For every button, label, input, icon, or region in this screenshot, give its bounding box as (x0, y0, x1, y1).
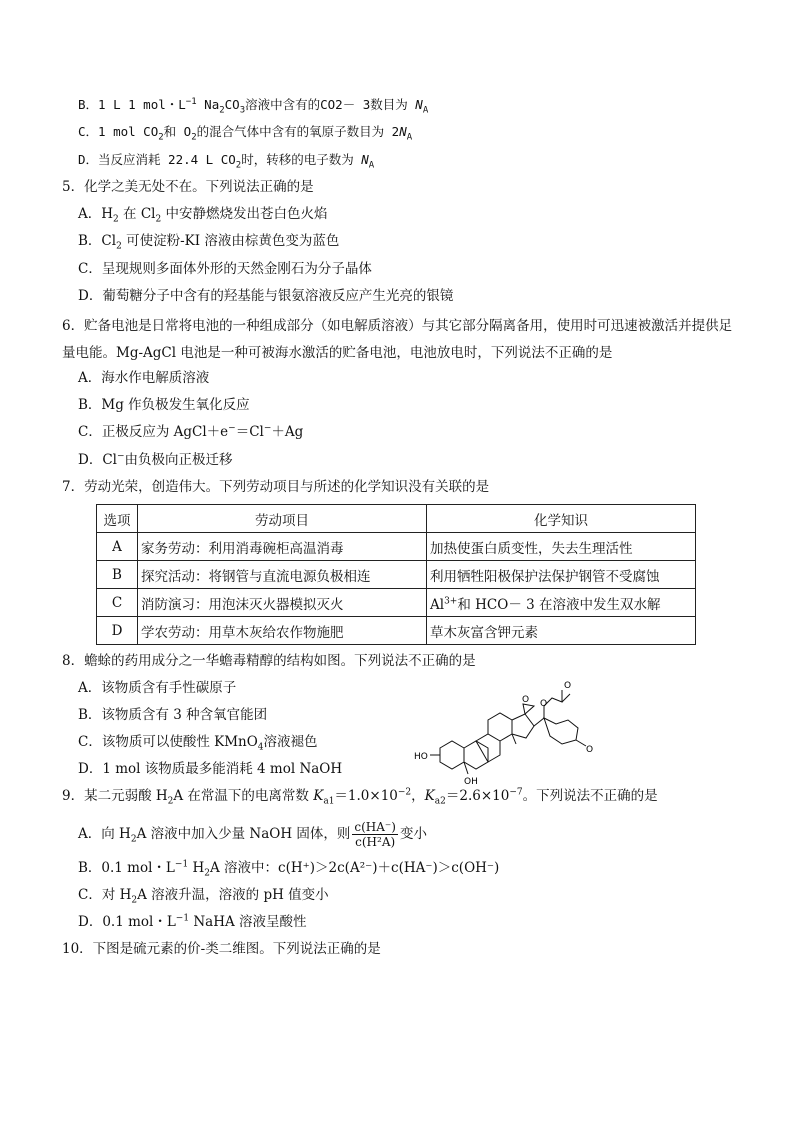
q7-table-header (97, 505, 696, 533)
ring-c-upper (488, 713, 512, 741)
q9-fraction: $\frac{c(HA^-)}{\text{c(H²A)}}$ (354, 820, 396, 849)
q4-option-b: B．1 L 1 mol・$L^{-1}$ $Na_2CO_3$溶液中含有的CO2－ 3数目为 $N_A$ (78, 96, 429, 116)
q7-cell-knowledge: 利用牺牲阳极保护法保护钢管不受腐蚀 (427, 561, 696, 589)
ring-d (512, 714, 534, 738)
acetate-chain (534, 690, 562, 726)
q6-option-c: C．正极反应为 AgCl＋e−＝Cl−＋Ag (78, 423, 304, 440)
epoxide-o-label: O (522, 695, 530, 705)
ester-o-label: O (540, 699, 548, 709)
q7-cell-option: A (97, 533, 138, 561)
q7-header-option: 选项 (97, 505, 138, 533)
table-row (97, 617, 696, 645)
pyranone-carbonyl (576, 740, 586, 746)
ring-a (440, 741, 464, 769)
q8-stem: 8．蟾蜍的药用成分之一华蟾毒精醇的结构如图。下列说法不正确的是 (62, 653, 476, 669)
q7-cell-option: C (97, 589, 138, 617)
q9-option-c: C．对 $H_2A$ 溶液升温，溶液的 pH 值变小 (78, 887, 329, 906)
q6-stem: 6．贮备电池是日常将电池的一种组成部分（如电解质溶液）与其它部分隔离备用，使用时可迅速被激活并提供足量电能。Mg-AgCl 电池是一种可被海水激活的贮备电池，电池放电时，下列说法不正确的是 (62, 318, 733, 361)
q6-option-a: A．海水作电解质溶液 (78, 370, 210, 386)
table-row (97, 533, 696, 561)
q7-cell-labor: 学农劳动：用草木灰给农作物施肥 (138, 617, 427, 645)
q9-option-a: A．向 $H_2A$ 溶液中加入少量 NaOH 固体，则 $\frac{c(HA^-)}{\text{c(H²A)}}$ 变小 (78, 820, 427, 849)
q7-header-labor: 劳动项目 (138, 505, 427, 533)
q7-cell-option: B (97, 561, 138, 589)
q8-option-a: A．该物质含有手性碳原子 (78, 680, 237, 696)
q7-cell-labor: 探究活动：将钢管与直流电源负极相连 (138, 561, 427, 589)
q7-cell-knowledge: 草木灰富含钾元素 (427, 617, 696, 645)
q7-cell-option: D (97, 617, 138, 645)
q5-option-a: A．$H_2$ 在 $Cl_2$ 中安静燃烧发出苍白色火焰 (78, 206, 328, 225)
q6-option-d: D．Cl−由负极向正极迁移 (78, 451, 233, 468)
q5-option-d: D．葡萄糖分子中含有的羟基能与银氨溶液反应产生光亮的银镜 (78, 288, 454, 304)
q4-option-c: C．1 mol $CO_2$和 $O_2$的混合气体中含有的氧原子数目为 $2N_A$ (78, 124, 413, 143)
acetate-carbonyl (562, 694, 570, 702)
q10-stem: 10．下图是硫元素的价-类二维图。下列说法正确的是 (62, 941, 381, 957)
q5-stem: 5．化学之美无处不在。下列说法正确的是 (62, 179, 314, 195)
oh-label: OH (464, 777, 478, 786)
q9-option-d: D．0.1 mol・$L^{-1}$ NaHA 溶液呈酸性 (78, 913, 307, 930)
q7-cell-knowledge: 加热使蛋白质变性，失去生理活性 (427, 533, 696, 561)
q7-table (96, 504, 696, 645)
q7-cell-knowledge: $Al^{3+}$和 HCO－ 3 在溶液中发生双水解 (427, 589, 696, 617)
q5-option-c: C．呈现规则多面体外形的天然金刚石为分子晶体 (78, 261, 372, 277)
q7-header-knowledge: 化学知识 (427, 505, 696, 533)
q8-option-c: C．该物质可以使酸性 KMnO$_4$溶液褪色 (78, 734, 318, 753)
q8-option-d: D．1 mol 该物质最多能消耗 4 mol NaOH (78, 761, 343, 777)
q7-cell-labor: 消防演习：用泡沫灭火器模拟灭火 (138, 589, 427, 617)
q8-structure-diagram (412, 676, 612, 786)
q4-option-d: D．当反应消耗 22.4 L $CO_2$时，转移的电子数为 $N_A$ (78, 152, 375, 171)
epoxide-ring (523, 704, 534, 714)
q6-option-b: B．Mg 作负极发生氧化反应 (78, 397, 250, 413)
q9-stem: 9．某二元弱酸 $H_2A$ 在常温下的电离常数 $K_{a1}=1.0\times 10^{-2}$，$K_{a2}=2.6\times 10^{-7}$。下列说法不正确的是 (62, 787, 658, 807)
pyranone-ring (544, 718, 578, 744)
q7-cell-labor: 家务劳动：利用消毒碗柜高温消毒 (138, 533, 427, 561)
q8-option-b: B．该物质含有 3 种含氧官能团 (78, 707, 268, 723)
q9-option-b: B．0.1 mol・$L^{-1}$ $H_2A$ 溶液中：c(H⁺)＞2c(A²⁻)＋c(HA⁻)＞c(OH⁻) (78, 859, 500, 879)
q7-stem: 7．劳动光荣，创造伟大。下列劳动项目与所述的化学知识没有关联的是 (62, 479, 490, 495)
table-row (97, 589, 696, 617)
ho-label: HO (414, 752, 428, 762)
q5-option-b: B．$Cl_2$ 可使淀粉-KI 溶液由棕黄色变为蓝色 (78, 233, 340, 252)
pyranone-o-label: O (586, 745, 594, 755)
table-row (97, 561, 696, 589)
methyl-bond (512, 734, 516, 744)
acetate-o-label: O (564, 681, 572, 691)
